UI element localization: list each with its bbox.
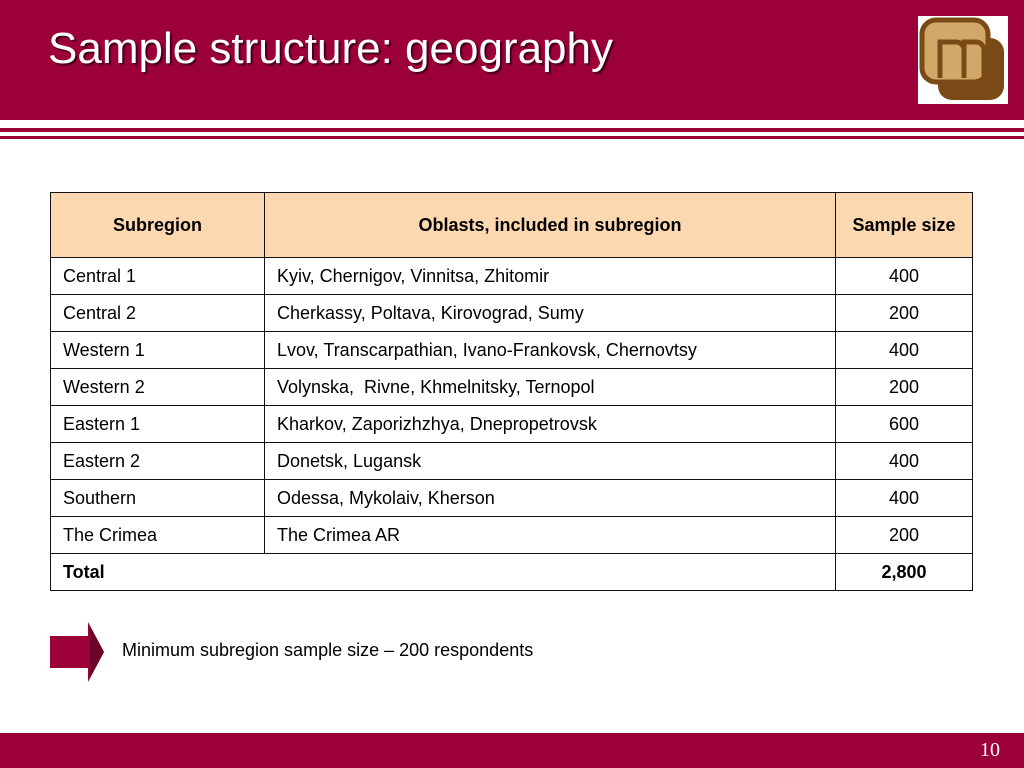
cell-oblasts: Donetsk, Lugansk xyxy=(265,443,836,480)
page-number: 10 xyxy=(980,739,1000,761)
header-stripe-thin xyxy=(0,136,1024,139)
cell-subregion: Southern xyxy=(51,480,265,517)
slide-title: Sample structure: geography xyxy=(48,24,613,73)
cell-subregion: Western 2 xyxy=(51,369,265,406)
column-header-sample-size: Sample size xyxy=(836,193,973,258)
cell-sample-size: 400 xyxy=(836,258,973,295)
column-header-subregion: Subregion xyxy=(51,193,265,258)
table-total-row xyxy=(51,554,973,591)
cell-oblasts: The Crimea AR xyxy=(265,517,836,554)
table-row xyxy=(51,517,973,554)
table-row xyxy=(51,369,973,406)
cell-oblasts: Kharkov, Zaporizhzhya, Dnepropetrovsk xyxy=(265,406,836,443)
table-row xyxy=(51,406,973,443)
footer-bar xyxy=(0,733,1024,768)
company-logo-icon xyxy=(918,16,1008,104)
total-label: Total xyxy=(51,554,836,591)
header-bar xyxy=(0,0,1024,120)
cell-subregion: The Crimea xyxy=(51,517,265,554)
cell-sample-size: 400 xyxy=(836,332,973,369)
cell-subregion: Western 1 xyxy=(51,332,265,369)
cell-sample-size: 400 xyxy=(836,443,973,480)
cell-sample-size: 600 xyxy=(836,406,973,443)
sample-table xyxy=(50,192,973,591)
table-row xyxy=(51,295,973,332)
cell-sample-size: 400 xyxy=(836,480,973,517)
column-header-oblasts: Oblasts, included in subregion xyxy=(265,193,836,258)
cell-sample-size: 200 xyxy=(836,369,973,406)
cell-oblasts: Kyiv, Chernigov, Vinnitsa, Zhitomir xyxy=(265,258,836,295)
total-value: 2,800 xyxy=(836,554,973,591)
cell-oblasts: Odessa, Mykolaiv, Kherson xyxy=(265,480,836,517)
note-text: Minimum subregion sample size – 200 respondents xyxy=(122,640,534,660)
cell-subregion: Central 2 xyxy=(51,295,265,332)
cell-oblasts: Cherkassy, Poltava, Kirovograd, Sumy xyxy=(265,295,836,332)
table-row xyxy=(51,443,973,480)
cell-subregion: Eastern 1 xyxy=(51,406,265,443)
table-row xyxy=(51,258,973,295)
cell-oblasts: Lvov, Transcarpathian, Ivano-Frankovsk, Chernovtsy xyxy=(265,332,836,369)
table-row xyxy=(51,480,973,517)
cell-sample-size: 200 xyxy=(836,517,973,554)
cell-oblasts: Volynska, Rivne, Khmelnitsky, Ternopol xyxy=(265,369,836,406)
table-row xyxy=(51,332,973,369)
table-header-row xyxy=(51,193,973,258)
right-arrow-icon xyxy=(50,622,106,682)
cell-subregion: Central 1 xyxy=(51,258,265,295)
cell-subregion: Eastern 2 xyxy=(51,443,265,480)
cell-sample-size: 200 xyxy=(836,295,973,332)
header-stripe xyxy=(0,128,1024,132)
